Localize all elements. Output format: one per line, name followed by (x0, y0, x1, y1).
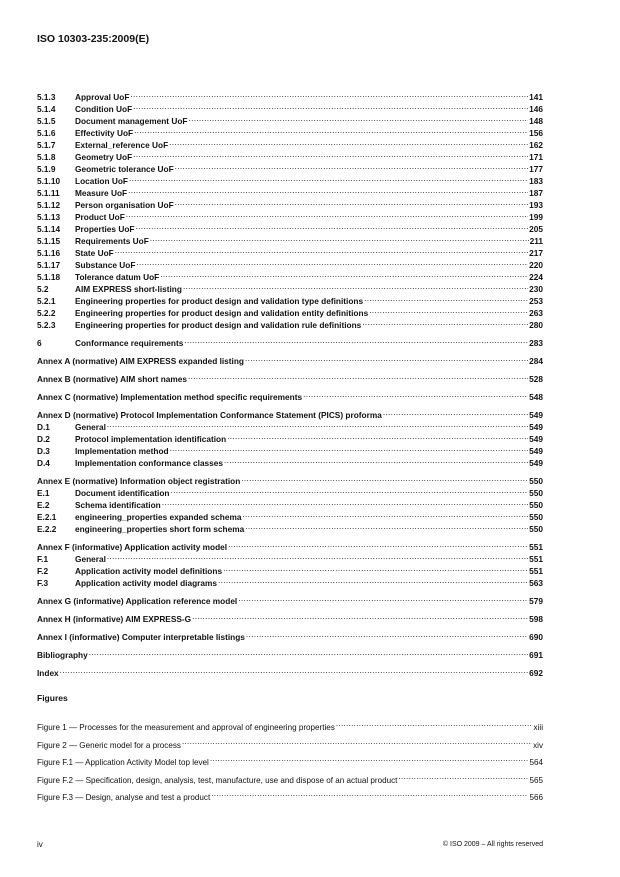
toc-entry-title: AIM EXPRESS short-listing (75, 284, 182, 294)
toc-entry-page: 193 (529, 200, 543, 210)
toc-entry-number: 5.1.11 (37, 188, 60, 198)
toc-entry-title: Annex D (normative) Protocol Implementation Conformance Statement (PICS) proforma (37, 410, 382, 420)
toc-entry-number: E.2 (37, 500, 50, 510)
toc-entry-number: F.2 (37, 566, 49, 576)
figure-entry[interactable] (37, 718, 543, 730)
toc-entry-page: 550 (529, 500, 543, 510)
figure-entry-page: xiii (533, 723, 543, 732)
toc-entry[interactable] (37, 430, 543, 442)
dot-leader (223, 562, 528, 574)
dot-leader (383, 406, 528, 418)
toc-entry-title: Annex G (informative) Application reference model (37, 596, 238, 606)
toc-entry-number: D.2 (37, 434, 50, 444)
toc-entry[interactable] (37, 406, 543, 418)
dot-leader (227, 430, 528, 442)
toc-entry-title: Substance UoF (75, 260, 136, 270)
toc-entry-page: 224 (529, 272, 543, 282)
toc-entry-page: 280 (529, 320, 543, 330)
toc-entry-title: External_reference UoF (75, 140, 169, 150)
dot-leader (107, 418, 528, 430)
toc-entry-page: 171 (529, 152, 543, 162)
toc-entry-title: Effectivity UoF (75, 128, 134, 138)
figure-entry-title: Figure 2 — Generic model for a process (37, 740, 181, 750)
toc-entry-title: Measure UoF (75, 188, 128, 198)
dot-leader (133, 100, 528, 112)
toc-entry-number: 5.1.17 (37, 260, 61, 270)
toc-entry-page: 550 (529, 524, 543, 534)
dot-leader (242, 508, 528, 520)
dot-leader (133, 148, 528, 160)
toc-entry-page: 549 (529, 410, 543, 420)
figure-entry[interactable] (37, 753, 543, 765)
toc-entry-title: Geometry UoF (75, 152, 133, 162)
toc-entry[interactable] (37, 538, 543, 550)
toc-entry-page: 551 (529, 566, 543, 576)
toc-entry-page: 549 (529, 446, 543, 456)
toc-entry-title: Product UoF (75, 212, 125, 222)
toc-entry-title: Engineering properties for product design and validation rule definitions (75, 320, 362, 330)
toc-entry-title: Annex H (informative) AIM EXPRESS-G (37, 614, 192, 624)
dot-leader (364, 292, 528, 304)
toc-entry-title: Bibliography (37, 650, 88, 660)
toc-entry-title: Tolerance datum UoF (75, 272, 160, 282)
toc-entry-title: Annex B (normative) AIM short names (37, 374, 187, 384)
toc-entry-page: 211 (529, 236, 543, 246)
figure-entry-title: Figure F.3 — Design, analyse and test a product (37, 793, 211, 802)
figure-entry[interactable] (37, 771, 543, 783)
dot-leader (175, 196, 529, 208)
toc-entry[interactable] (37, 646, 543, 658)
toc-entry-page: 598 (529, 614, 543, 624)
toc-entry-number: 5.2 (37, 284, 49, 294)
document-header: ISO 10303-235:2009(E) (37, 33, 150, 45)
dot-leader (135, 220, 528, 232)
toc-entry-number: 6 (37, 338, 42, 348)
figure-entry-page: xiv (533, 740, 543, 750)
toc-entry-title: Annex A (normative) AIM EXPRESS expanded listing (37, 356, 244, 366)
toc-entry-number: E.1 (37, 488, 50, 498)
toc-entry-page: 220 (529, 260, 543, 270)
toc-entry-page: 692 (529, 668, 543, 678)
dot-leader (160, 268, 528, 280)
dot-leader (238, 592, 528, 604)
toc-entry-page: 550 (529, 476, 543, 486)
dot-leader (398, 771, 528, 783)
dot-leader (210, 753, 529, 765)
dot-leader (218, 574, 528, 586)
toc-entry-number: D.4 (37, 458, 50, 468)
toc-entry[interactable] (37, 562, 543, 574)
toc-entry-number: 5.2.1 (37, 296, 56, 306)
dot-leader (192, 610, 528, 622)
toc-entry-title: Annex F (informative) Application activity model (37, 542, 228, 552)
dot-leader (303, 388, 528, 400)
copyright-notice: © ISO 2009 – All rights reserved (442, 841, 543, 848)
toc-entry-number: 5.1.14 (37, 224, 61, 234)
toc-entry-title: Implementation conformance classes (75, 458, 224, 468)
toc-entry-title: Geometric tolerance UoF (75, 164, 174, 174)
toc-entry-title: Approval UoF (75, 92, 130, 102)
figure-entry-page: 565 (529, 775, 543, 785)
page-number: iv (37, 840, 43, 849)
dot-leader (369, 304, 528, 316)
toc-entry-number: 5.1.4 (37, 104, 56, 114)
figure-entry-title: Figure 1 — Processes for the measurement and approval of engineering properties (37, 723, 335, 732)
toc-entry-page: 550 (529, 512, 543, 522)
dot-leader (115, 244, 528, 256)
toc-entry-page: 283 (529, 338, 543, 348)
dot-leader (224, 454, 528, 466)
dot-leader (184, 334, 528, 346)
dot-leader (126, 208, 528, 220)
toc-entry-page: 230 (529, 284, 543, 294)
dot-leader (246, 628, 528, 640)
dot-leader (107, 550, 528, 562)
toc-entry-title: Annex E (normative) Information object registration (37, 476, 241, 486)
toc-entry[interactable] (37, 388, 543, 400)
dot-leader (128, 184, 528, 196)
dot-leader (182, 736, 532, 748)
toc-entry-title: Conformance requirements (75, 338, 184, 348)
toc-entry[interactable] (37, 352, 543, 364)
toc-entry-page: 217 (529, 248, 543, 258)
toc-entry-title: Annex C (normative) Implementation method specific requirements (37, 392, 303, 402)
toc-entry[interactable] (37, 370, 543, 382)
toc-entry[interactable] (37, 664, 543, 676)
list-of-figures (37, 718, 543, 806)
toc-entry-title: Protocol implementation identification (75, 434, 227, 444)
toc-entry[interactable] (37, 610, 543, 622)
toc-entry-number: 5.1.5 (37, 116, 56, 126)
toc-entry-page: 284 (529, 356, 543, 366)
dot-leader (171, 484, 529, 496)
toc-entry[interactable] (37, 550, 543, 562)
toc-entry-number: 5.1.9 (37, 164, 56, 174)
dot-leader (60, 664, 528, 676)
toc-entry-title: Engineering properties for product design and validation entity definitions (75, 308, 369, 318)
toc-entry-page: 187 (529, 188, 543, 198)
dot-leader (211, 788, 528, 800)
toc-entry-page: 579 (529, 596, 543, 606)
toc-entry-number: 5.1.10 (37, 176, 61, 186)
toc-entry-page: 253 (529, 296, 543, 306)
figure-entry-title: Figure F.2 — Specification, design, analysis, test, manufacture, use and dispose of an actual product (37, 775, 398, 785)
dot-leader (336, 718, 533, 730)
toc-entry-title: Application activity model definitions (75, 566, 223, 576)
dot-leader (241, 472, 528, 484)
dot-leader (162, 496, 528, 508)
toc-entry-title: Document identification (75, 488, 170, 498)
toc-entry[interactable] (37, 418, 543, 430)
toc-entry-number: D.3 (37, 446, 50, 456)
dot-leader (175, 160, 528, 172)
toc-entry-title: General (75, 554, 106, 564)
toc-entry-title: engineering_properties expanded schema (75, 512, 242, 522)
toc-entry-number: 5.1.13 (37, 212, 61, 222)
toc-entry-page: 156 (529, 128, 543, 138)
toc-entry-page: 177 (529, 164, 543, 174)
toc-entry-number: 5.1.7 (37, 140, 56, 150)
toc-entry-number: 5.1.8 (37, 152, 56, 162)
dot-leader (130, 88, 528, 100)
toc-entry-number: F.3 (37, 578, 49, 588)
figure-entry[interactable] (37, 788, 543, 800)
toc-entry-title: Index (37, 668, 59, 678)
toc-entry-title: Requirements UoF (75, 236, 149, 246)
toc-entry-page: 549 (529, 458, 543, 468)
toc-entry-number: 5.1.12 (37, 200, 61, 210)
figure-entry-title: Figure F.1 — Application Activity Model top level (37, 758, 209, 767)
dot-leader (183, 280, 528, 292)
dot-leader (170, 442, 529, 454)
dot-leader (245, 352, 528, 364)
toc-entry-number: E.2.1 (37, 512, 57, 522)
toc-entry-title: General (75, 422, 106, 432)
toc-entry-page: 162 (529, 140, 543, 150)
toc-entry-title: Annex I (informative) Computer interpretable listings (37, 632, 245, 642)
toc-entry-page: 551 (529, 554, 543, 564)
dot-leader (150, 232, 529, 244)
toc-entry-number: 5.1.6 (37, 128, 56, 138)
toc-entry[interactable] (37, 88, 543, 100)
toc-entry-number: 5.1.3 (37, 92, 56, 102)
toc-entry-number: 5.1.18 (37, 272, 61, 282)
toc-entry-page: 549 (529, 434, 543, 444)
toc-entry-title: Schema identification (75, 500, 161, 510)
toc-entry-title: Document management UoF (75, 116, 188, 126)
toc-entry-page: 563 (529, 578, 543, 588)
toc-entry-page: 183 (529, 176, 543, 186)
table-of-contents (37, 88, 543, 676)
toc-entry-page: 263 (529, 308, 543, 318)
toc-entry[interactable] (37, 334, 543, 346)
toc-entry-page: 690 (529, 632, 543, 642)
toc-entry-number: D.1 (37, 422, 50, 432)
figures-heading: Figures (37, 693, 68, 703)
toc-entry-page: 551 (529, 542, 543, 552)
toc-entry[interactable] (37, 628, 543, 640)
toc-entry-title: Person organisation UoF (75, 200, 174, 210)
dot-leader (136, 256, 528, 268)
toc-entry-page: 550 (529, 488, 543, 498)
toc-entry-title: Engineering properties for product design and validation type definitions (75, 296, 364, 306)
dot-leader (134, 124, 528, 136)
dot-leader (228, 538, 528, 550)
toc-entry[interactable] (37, 472, 543, 484)
dot-leader (129, 172, 528, 184)
toc-entry-title: Application activity model diagrams (75, 578, 218, 588)
toc-entry-title: Properties UoF (75, 224, 135, 234)
toc-entry-page: 528 (529, 374, 543, 384)
toc-entry-title: Implementation method (75, 446, 169, 456)
toc-entry-title: engineering_properties short form schema (75, 524, 245, 534)
toc-entry-number: 5.2.2 (37, 308, 56, 318)
toc-entry-page: 691 (529, 650, 543, 660)
toc-entry-title: Location UoF (75, 176, 129, 186)
figure-entry-page: 566 (529, 793, 543, 802)
toc-entry-page: 549 (529, 422, 543, 432)
toc-entry-number: F.1 (37, 554, 49, 564)
toc-entry-number: 5.1.16 (37, 248, 61, 258)
figure-entry-page: 564 (529, 758, 543, 767)
figure-entry[interactable] (37, 736, 543, 748)
dot-leader (188, 370, 528, 382)
toc-entry-page: 205 (529, 224, 543, 234)
dot-leader (362, 316, 528, 328)
toc-entry-number: 5.2.3 (37, 320, 56, 330)
dot-leader (89, 646, 528, 658)
toc-entry-page: 199 (529, 212, 543, 222)
toc-entry-page: 148 (529, 116, 543, 126)
toc-entry-page: 146 (529, 104, 543, 114)
dot-leader (169, 136, 528, 148)
toc-entry-title: State UoF (75, 248, 114, 258)
dot-leader (188, 112, 528, 124)
toc-entry-number: 5.1.15 (37, 236, 61, 246)
toc-entry-page: 141 (529, 92, 543, 102)
toc-entry-title: Condition UoF (75, 104, 133, 114)
toc-entry[interactable] (37, 592, 543, 604)
toc-entry-page: 548 (529, 392, 543, 402)
toc-entry-number: E.2.2 (37, 524, 57, 534)
dot-leader (245, 520, 528, 532)
